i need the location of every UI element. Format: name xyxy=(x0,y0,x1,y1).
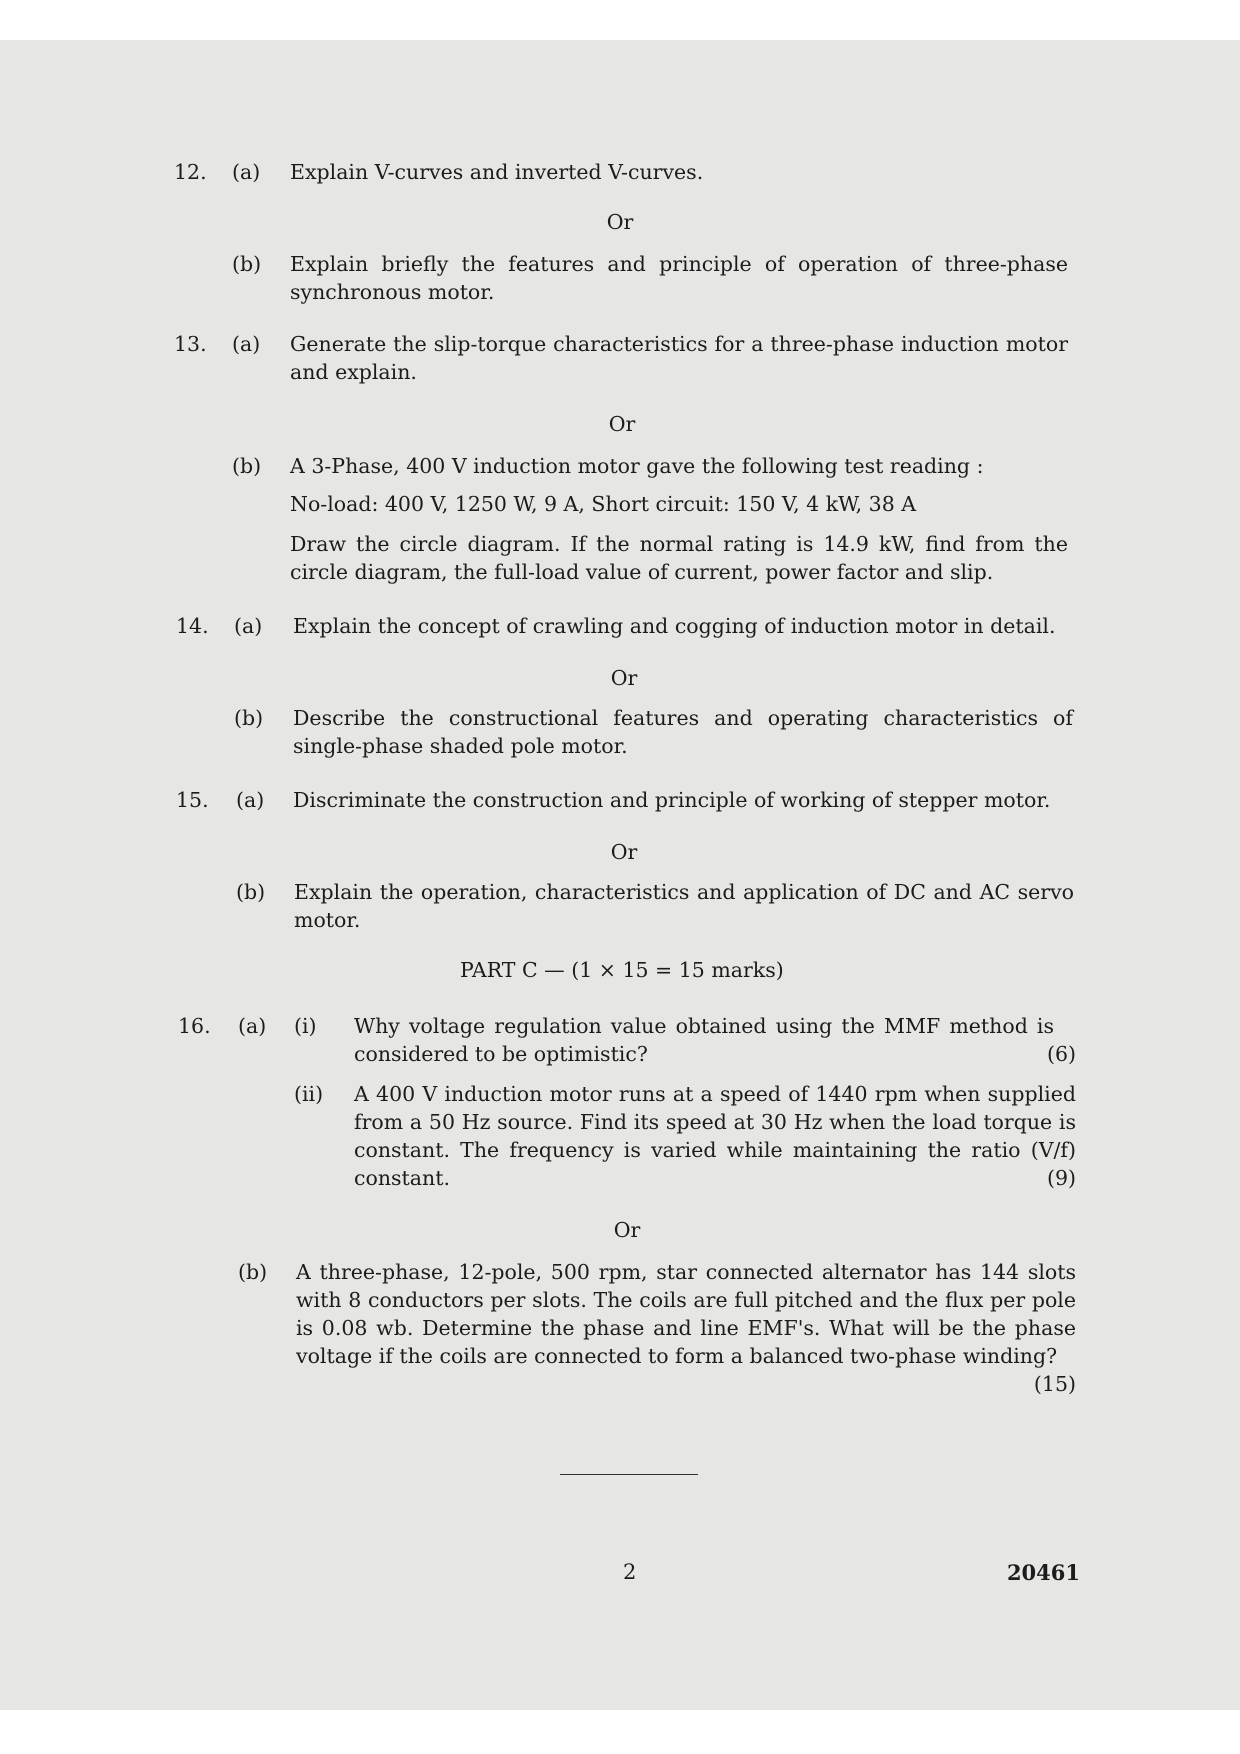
question-text: Explain the operation, characteristics and application of DC and AC servo motor. xyxy=(294,880,1074,932)
part-label: (b) xyxy=(238,1260,268,1284)
subpart-label: (i) xyxy=(294,1014,317,1038)
question-text: Explain V-curves and inverted V-curves. xyxy=(290,160,704,184)
question-text: Why voltage regulation value obtained using the MMF method is considered to be optimistic? xyxy=(354,1014,1054,1066)
paper-code: 20461 xyxy=(1006,1560,1080,1585)
or-separator: Or xyxy=(608,412,636,436)
marks: (9) xyxy=(1046,1166,1076,1190)
question-number: 14. xyxy=(176,614,209,638)
or-separator: Or xyxy=(610,666,638,690)
part-label: (a) xyxy=(238,1014,267,1038)
marks: (15) xyxy=(1033,1372,1076,1396)
question-text: Draw the circle diagram. If the normal rating is 14.9 kW, find from the circle diagram, the full-load value of current, power factor and slip. xyxy=(290,532,1068,584)
question-text: Explain briefly the features and principle of operation of three-phase synchronous motor. xyxy=(290,252,1068,304)
part-label: (b) xyxy=(232,454,262,478)
page-number: 2 xyxy=(623,1560,637,1584)
part-c-heading: PART C — (1 × 15 = 15 marks) xyxy=(460,958,784,982)
question-number: 13. xyxy=(174,332,207,356)
or-separator: Or xyxy=(613,1218,641,1242)
or-separator: Or xyxy=(610,840,638,864)
or-separator: Or xyxy=(606,210,634,234)
part-label: (a) xyxy=(232,332,261,356)
test-data: No-load: 400 V, 1250 W, 9 A, Short circuit: 150 V, 4 kW, 38 A xyxy=(290,492,917,516)
question-text: A three-phase, 12-pole, 500 rpm, star connected alternator has 144 slots with 8 conductors per slots. The coils are full pitched and the flux per pole is 0.08 wb. Determine the phase and line EMF's. What will be the phase voltage if the coils are connected to form a balanced two-phase winding? xyxy=(296,1260,1076,1368)
question-number: 12. xyxy=(174,160,207,184)
question-text: Discriminate the construction and principle of working of stepper motor. xyxy=(293,788,1051,812)
marks: (6) xyxy=(1046,1042,1076,1066)
question-text: A 3-Phase, 400 V induction motor gave the following test reading : xyxy=(290,454,984,478)
question-number: 15. xyxy=(176,788,209,812)
end-rule xyxy=(560,1474,698,1475)
question-number: 16. xyxy=(178,1014,211,1038)
question-text: Describe the constructional features and operating characteristics of single-phase shaded pole motor. xyxy=(293,706,1073,758)
part-label: (b) xyxy=(236,880,266,904)
question-text: Explain the concept of crawling and cogging of induction motor in detail. xyxy=(293,614,1056,638)
question-text: Generate the slip-torque characteristics for a three-phase induction motor and explain. xyxy=(290,332,1068,384)
part-label: (a) xyxy=(234,614,263,638)
part-label: (b) xyxy=(234,706,264,730)
part-label: (a) xyxy=(236,788,265,812)
part-label: (b) xyxy=(232,252,262,276)
question-text: A 400 V induction motor runs at a speed of 1440 rpm when supplied from a 50 Hz source. Find its speed at 30 Hz when the load torque is constant. The frequency is varied while maintaining the ratio (V/f) constant. xyxy=(354,1082,1076,1190)
part-label: (a) xyxy=(232,160,261,184)
subpart-label: (ii) xyxy=(294,1082,324,1106)
